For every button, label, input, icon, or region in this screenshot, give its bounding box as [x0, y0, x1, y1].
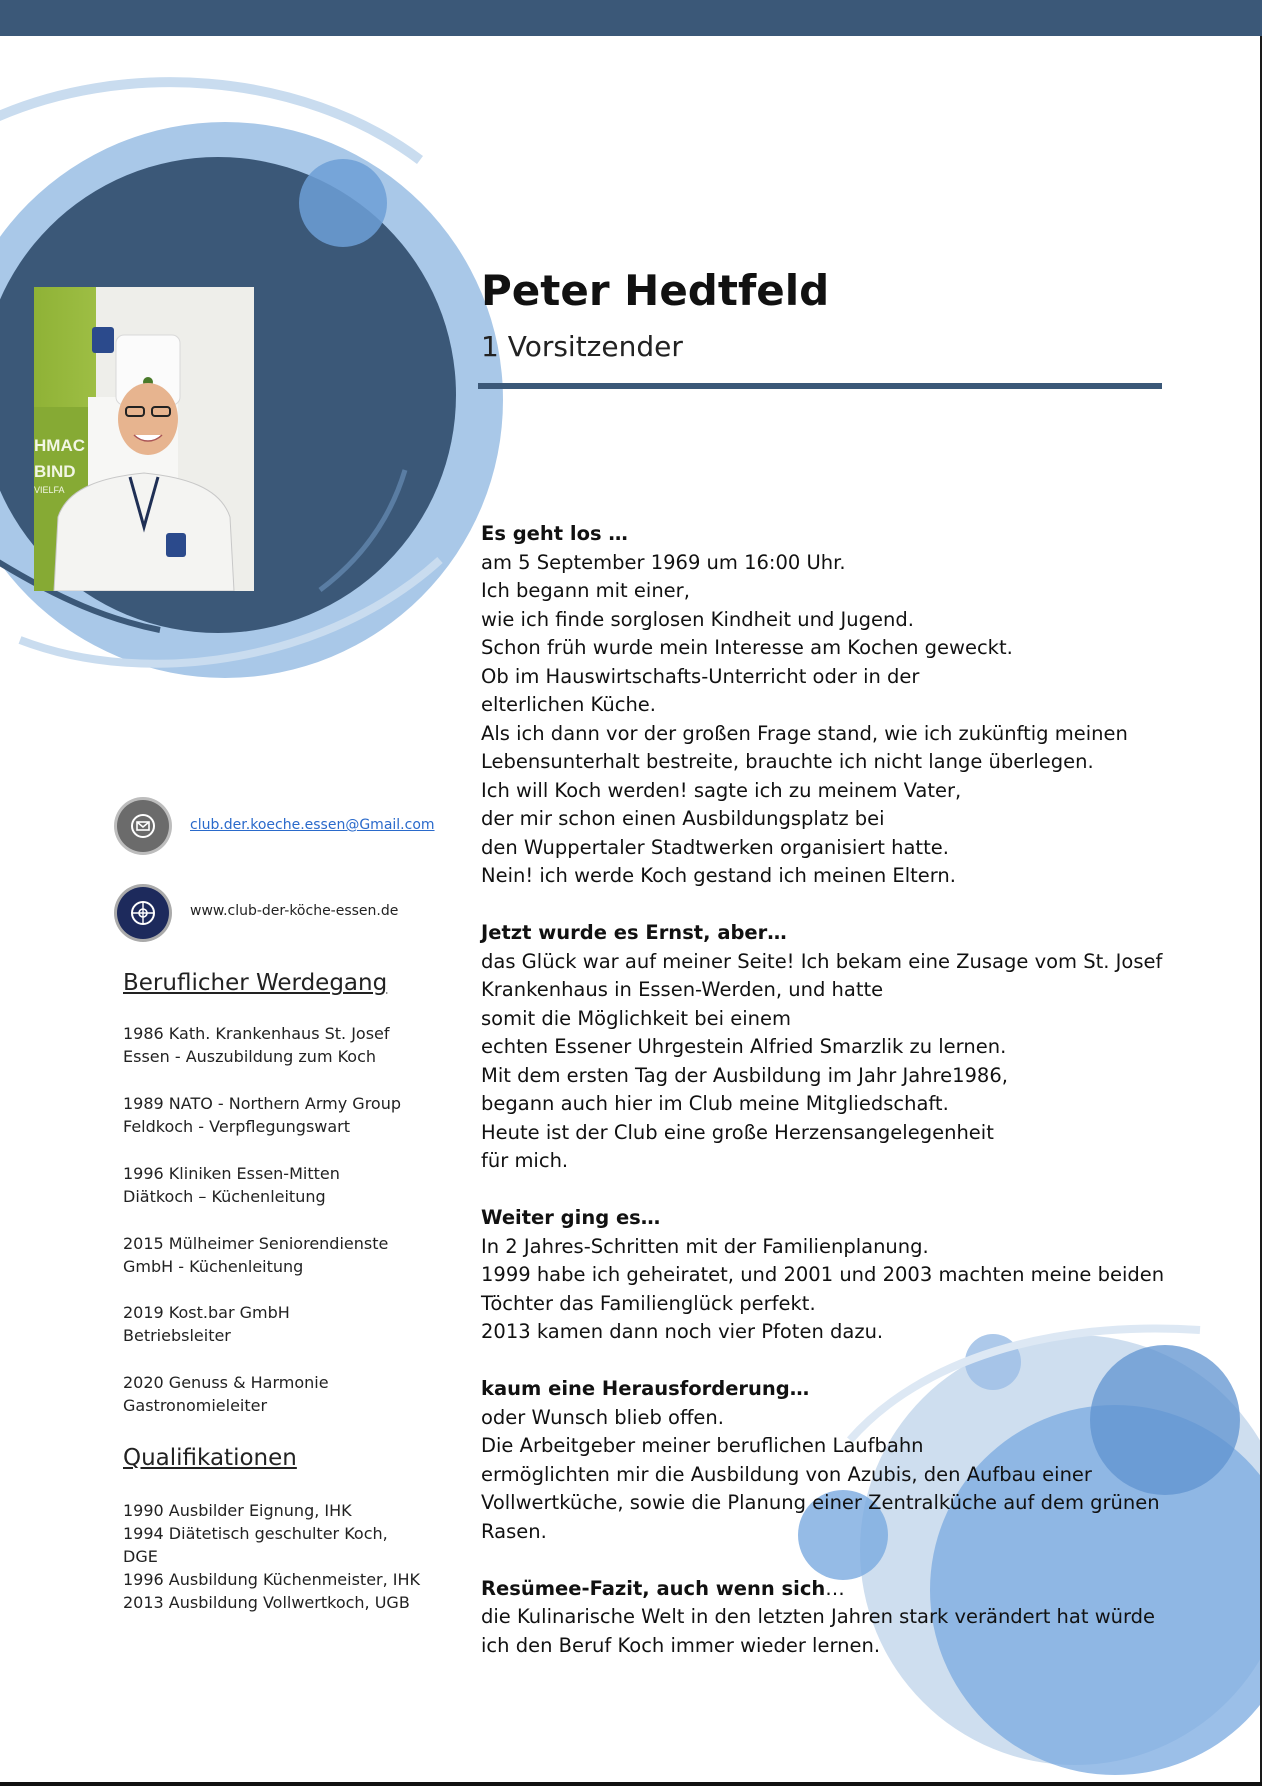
story-line: Die Arbeitgeber meiner beruflichen Laufbahn [481, 1434, 924, 1457]
story-heading: Es geht los … [481, 522, 628, 545]
story-line: Ob im Hauswirtschafts-Unterricht oder in der [481, 664, 920, 688]
story-line: somit die Möglichkeit bei einem [481, 1006, 792, 1030]
qualification-line: 1996 Ausbildung Küchenmeister, IHK [123, 1570, 421, 1589]
globe-icon [117, 887, 169, 939]
person-role: 1 Vorsitzender [481, 330, 683, 363]
story-line: für mich. [481, 1149, 569, 1172]
story-line: der mir schon einen Ausbildungsplatz bei [481, 807, 885, 830]
email-link[interactable]: club.der.koeche.essen@Gmail.com [190, 817, 435, 833]
mail-icon [117, 800, 169, 852]
story-line: begann auch hier im Club meine Mitgliedschaft. [481, 1092, 949, 1115]
story-section [481, 1575, 1181, 1661]
career-item-line: Essen - Auszubildung zum Koch [123, 1047, 377, 1066]
career-item-line: GmbH - Küchenleitung [123, 1257, 304, 1276]
career-item-line: Betriebsleiter [123, 1326, 231, 1345]
story-line: Nein! ich werde Koch gestand ich meinen Eltern. [481, 864, 956, 887]
website-text: www.club-der-köche-essen.de [190, 903, 399, 919]
career-item [123, 1022, 390, 1068]
story-line: In 2 Jahres-Schritten mit der Familienplanung. [481, 1234, 929, 1258]
story-line: die Kulinarische Welt in den letzten Jahren stark verändert hat würde [481, 1605, 1156, 1628]
story-line: Mit dem ersten Tag der Ausbildung im Jahr Jahre1986, [481, 1063, 1008, 1087]
qualifications-list [123, 1499, 420, 1614]
career-item [123, 1371, 329, 1417]
career-item-line: 1986 Kath. Krankenhaus St. Josef [123, 1024, 390, 1043]
story-section [481, 919, 1181, 1176]
qualification-line: DGE [123, 1547, 158, 1566]
story-line: den Wuppertaler Stadtwerken organisiert hatte. [481, 835, 949, 859]
svg-text:VIELFA: VIELFA [34, 485, 65, 495]
career-item-line: 2015 Mülheimer Seniorendienste [123, 1234, 389, 1253]
story-line: am 5 September 1969 um 16:00 Uhr. [481, 550, 846, 574]
career-item-line: 1996 Kliniken Essen-Mitten [123, 1164, 340, 1183]
top-bar [0, 0, 1262, 36]
story-line: Heute ist der Club eine große Herzensangelegenheit [481, 1120, 994, 1144]
title-divider [478, 383, 1162, 389]
story-heading: Weiter ging es… [481, 1206, 661, 1229]
story-line: Lebensunterhalt bestreite, brauchte ich nicht lange überlegen. [481, 750, 1094, 773]
story-line: oder Wunsch blieb offen. [481, 1405, 724, 1429]
story-section [481, 1204, 1181, 1347]
qualifications-heading: Qualifikationen [123, 1445, 297, 1471]
story-line: echten Essener Uhrgestein Alfried Smarzlik zu lernen. [481, 1035, 1007, 1058]
story-line: Rasen. [481, 1519, 547, 1543]
portrait-photo [34, 287, 254, 591]
story-section [481, 1375, 1181, 1546]
story-content [481, 520, 1181, 1689]
svg-text:HMAC: HMAC [34, 436, 85, 455]
career-item [123, 1162, 340, 1208]
story-line: Als ich dann vor der großen Frage stand, wie ich zukünftig meinen [481, 721, 1128, 745]
story-line: elterlichen Küche. [481, 693, 656, 716]
qualification-line: 1990 Ausbilder Eignung, IHK [123, 1501, 352, 1520]
story-line: wie ich finde sorglosen Kindheit und Jugend. [481, 607, 914, 631]
page-bottom-edge [0, 1782, 1262, 1786]
career-item-line: Diätkoch – Küchenleitung [123, 1187, 326, 1206]
story-line: Krankenhaus in Essen-Werden, und hatte [481, 978, 884, 1001]
person-name: Peter Hedtfeld [481, 266, 830, 315]
career-item-line: 2020 Genuss & Harmonie [123, 1373, 329, 1392]
story-line: 1999 habe ich geheiratet, und 2001 und 2003 machten meine beiden [481, 1263, 1165, 1286]
qualification-line: 2013 Ausbildung Vollwertkoch, UGB [123, 1593, 410, 1612]
story-line: Ich begann mit einer, [481, 579, 690, 602]
story-heading-row [481, 1575, 1181, 1604]
story-line: Schon früh wurde mein Interesse am Kochen geweckt. [481, 636, 1013, 659]
story-line: Ich will Koch werden! sagte ich zu meinem Vater, [481, 778, 962, 802]
career-item-line: 2019 Kost.bar GmbH [123, 1303, 290, 1322]
career-item-line: Gastronomieleiter [123, 1396, 268, 1415]
story-line: ich den Beruf Koch immer wieder lernen. [481, 1633, 881, 1657]
story-line: Töchter das Familienglück perfekt. [481, 1291, 816, 1315]
story-line: Vollwertküche, sowie die Planung einer Zentralküche auf dem grünen [481, 1491, 1160, 1514]
story-heading: kaum eine Herausforderung… [481, 1377, 810, 1400]
story-heading: Jetzt wurde es Ernst, aber… [481, 921, 787, 944]
qualification-line: 1994 Diätetisch geschulter Koch, [123, 1524, 388, 1543]
career-item [123, 1301, 290, 1347]
career-item-line: 1989 NATO - Northern Army Group [123, 1094, 401, 1113]
story-section [481, 520, 1181, 891]
career-item [123, 1232, 388, 1278]
story-line: ermöglichten mir die Ausbildung von Azubis, den Aufbau einer [481, 1462, 1092, 1486]
story-heading-suffix: … [825, 1576, 845, 1600]
story-line: das Glück war auf meiner Seite! Ich bekam eine Zusage vom St. Josef [481, 949, 1163, 973]
career-heading: Beruflicher Werdegang [123, 970, 388, 996]
svg-text:BIND: BIND [34, 462, 76, 481]
career-item-line: Feldkoch - Verpflegungswart [123, 1117, 351, 1136]
career-item [123, 1092, 401, 1138]
story-heading: Resümee-Fazit, auch wenn sich [481, 1576, 826, 1600]
story-line: 2013 kamen dann noch vier Pfoten dazu. [481, 1320, 884, 1343]
